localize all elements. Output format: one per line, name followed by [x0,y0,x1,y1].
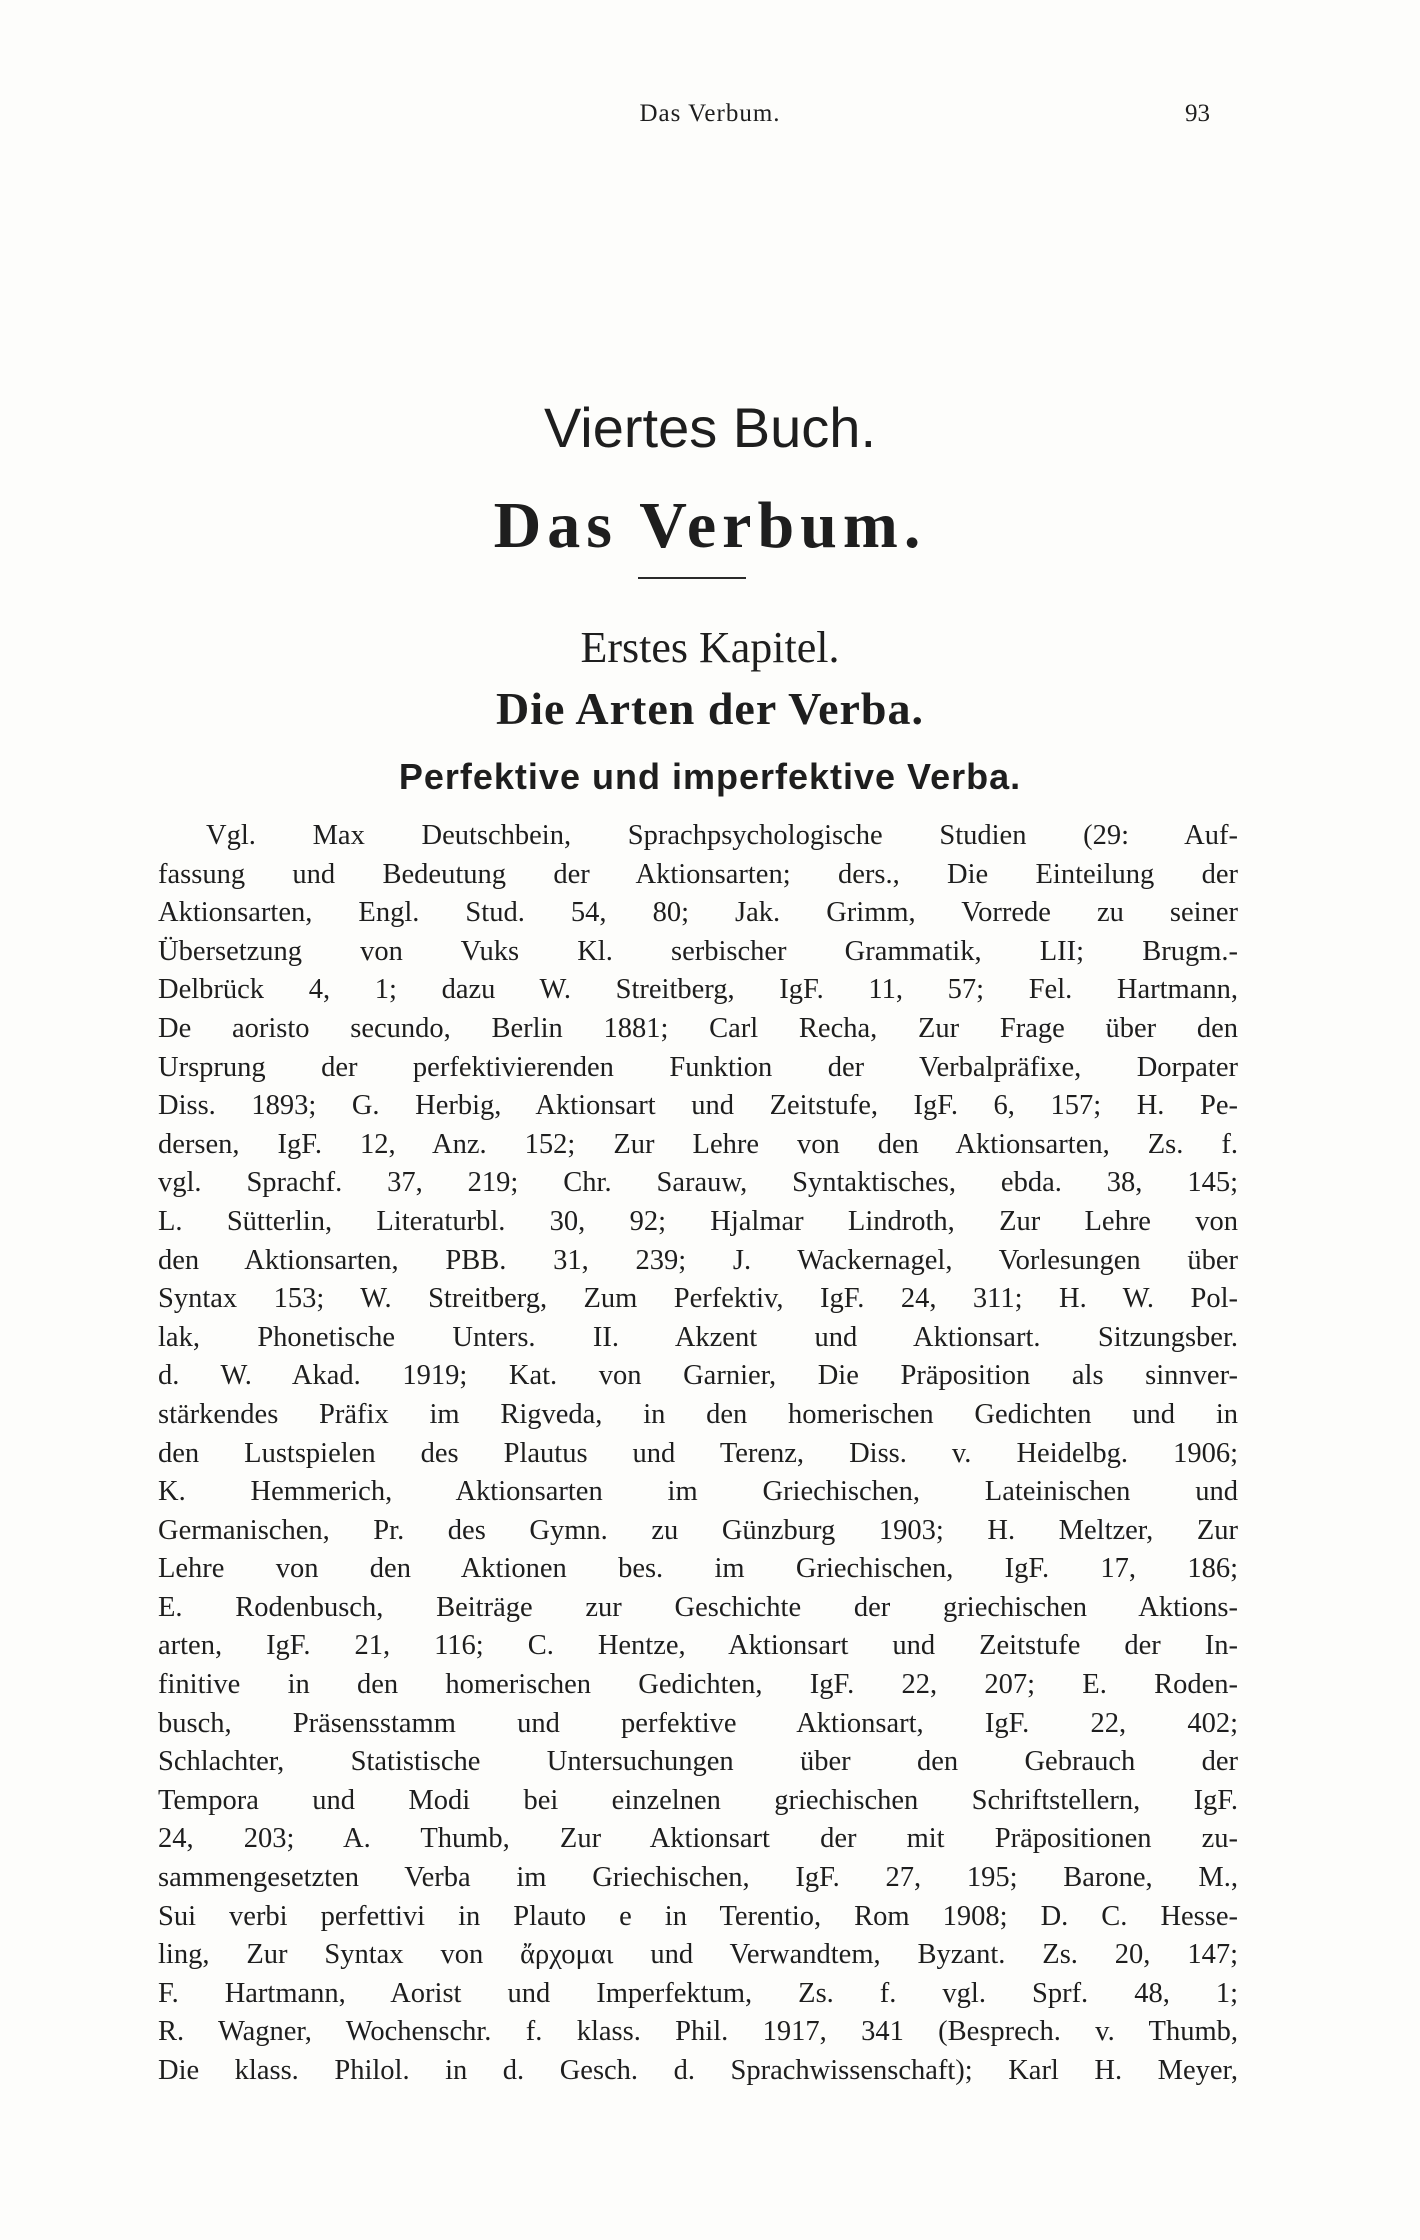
text-line: den Aktionsarten, PBB. 31, 239; J. Wackernagel, Vorlesungen über [158,1244,1238,1276]
text-line: Vgl. Max Deutschbein, Sprachpsychologische Studien (29: Auf- [206,820,1238,851]
body-paragraph [158,817,1238,2091]
text-line: Delbrück 4, 1; dazu W. Streitberg, IgF. 11, 57; Fel. Hartmann, [158,974,1238,1006]
main-title: Das Verbum. [493,489,927,562]
text-line: ling, Zur Syntax von ἄρχομαι und Verwandtem, Byzant. Zs. 20, 147; [158,1939,1238,1971]
text-line: Germanischen, Pr. des Gymn. zu Günzburg 1903; H. Meltzer, Zur [158,1514,1238,1546]
text-line: Die klass. Philol. in d. Gesch. d. Sprachwissenschaft); Karl H. Meyer, [158,2055,1238,2086]
title-rule [638,577,746,579]
text-line: R. Wagner, Wochenschr. f. klass. Phil. 1917, 341 (Besprech. v. Thumb, [158,2016,1238,2048]
text-line: Schlachter, Statistische Untersuchungen über den Gebrauch der [158,1746,1238,1778]
book-title: Viertes Buch. [543,396,877,459]
text-line: Übersetzung von Vuks Kl. serbischer Grammatik, LII; Brugm.- [158,935,1238,967]
text-line: fassung und Bedeutung der Aktionsarten; ders., Die Einteilung der [158,858,1238,890]
text-line: stärkendes Präfix im Rigveda, in den homerischen Gedichten und in [158,1398,1238,1430]
text-line: E. Rodenbusch, Beiträge zur Geschichte der griechischen Aktions- [158,1591,1238,1623]
text-line: Ursprung der perfektivierenden Funktion der Verbalpräfixe, Dorpater [158,1051,1238,1083]
text-line: Sui verbi perfettivi in Plauto e in Terentio, Rom 1908; D. C. Hesse- [158,1900,1238,1932]
text-line: finitive in den homerischen Gedichten, IgF. 22, 207; E. Roden- [158,1669,1238,1701]
text-line: De aoristo secundo, Berlin 1881; Carl Recha, Zur Frage über den [158,1012,1238,1044]
text-line: busch, Präsensstamm und perfektive Aktionsart, IgF. 22, 402; [158,1707,1238,1739]
text-line: F. Hartmann, Aorist und Imperfektum, Zs. f. vgl. Sprf. 48, 1; [158,1977,1238,2009]
running-head [0,100,1420,140]
text-line: L. Sütterlin, Literaturbl. 30, 92; Hjalmar Lindroth, Zur Lehre von [158,1205,1238,1237]
text-line: K. Hemmerich, Aktionsarten im Griechischen, Lateinischen und [158,1476,1238,1508]
text-line: Aktionsarten, Engl. Stud. 54, 80; Jak. Grimm, Vorrede zu seiner [158,897,1238,929]
chapter-heading: Erstes Kapitel. [580,623,840,672]
text-line: Diss. 1893; G. Herbig, Aktionsart und Zeitstufe, IgF. 6, 157; H. Pe- [158,1090,1238,1122]
text-line: vgl. Sprachf. 37, 219; Chr. Sarauw, Syntaktisches, ebda. 38, 145; [158,1167,1238,1199]
text-line: Lehre von den Aktionen bes. im Griechischen, IgF. 17, 186; [158,1553,1238,1585]
text-line: den Lustspielen des Plautus und Terenz, Diss. v. Heidelbg. 1906; [158,1437,1238,1469]
text-line: Syntax 153; W. Streitberg, Zum Perfektiv, IgF. 24, 311; H. W. Pol- [158,1283,1238,1315]
section-title: Perfektive und imperfektive Verba. [398,756,1022,797]
text-line: dersen, IgF. 12, Anz. 152; Zur Lehre von den Aktionsarten, Zs. f. [158,1128,1238,1160]
chapter-title: Die Arten der Verba. [495,683,924,734]
running-title: Das Verbum. [639,100,781,127]
page-number: 93 [1185,100,1210,127]
text-line: arten, IgF. 21, 116; C. Hentze, Aktionsart und Zeitstufe der In- [158,1630,1238,1662]
text-line: Tempora und Modi bei einzelnen griechischen Schriftstellern, IgF. [158,1784,1238,1816]
text-line: 24, 203; A. Thumb, Zur Aktionsart der mit Präpositionen zu- [158,1823,1238,1855]
text-line: sammengesetzten Verba im Griechischen, IgF. 27, 195; Barone, M., [158,1862,1238,1894]
text-line: d. W. Akad. 1919; Kat. von Garnier, Die Präposition als sinnver- [158,1360,1238,1392]
text-line: lak, Phonetische Unters. II. Akzent und Aktionsart. Sitzungsber. [158,1321,1238,1353]
